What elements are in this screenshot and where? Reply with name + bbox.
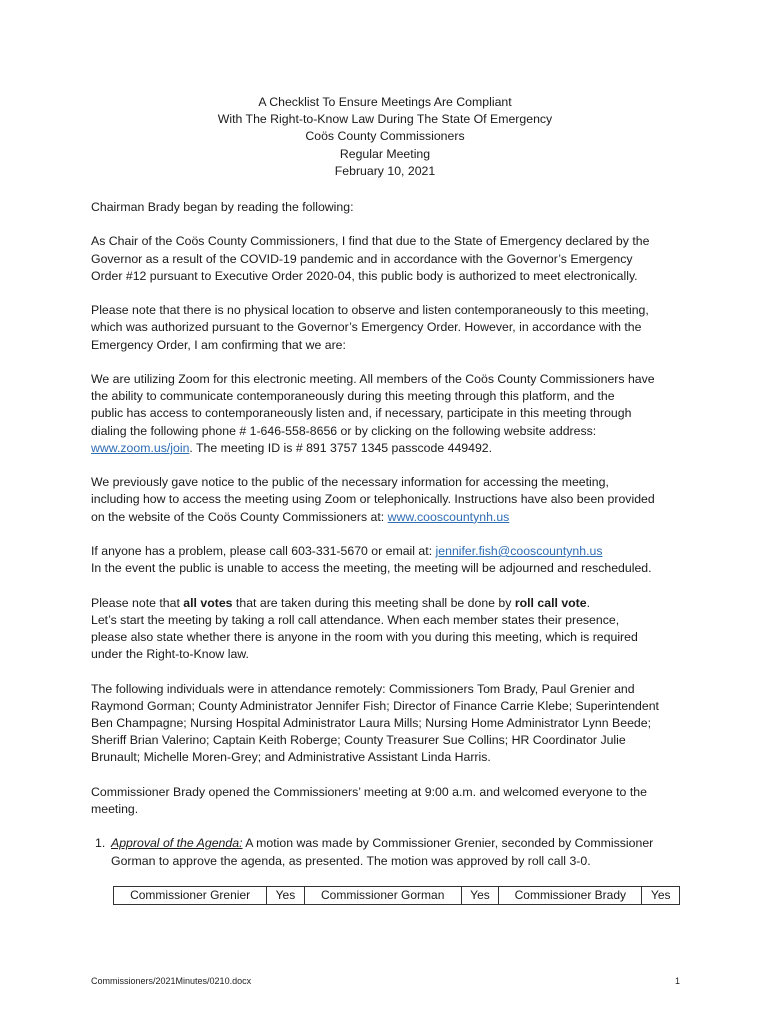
text-line: under the Right-to-Know law. <box>91 647 249 662</box>
document-body <box>91 199 685 870</box>
text-line <box>111 835 685 852</box>
text-line <box>91 509 685 526</box>
text-line: Raymond Gorman; County Administrator Jennifer Fish; Director of Finance Carrie Klebe; Superintendent <box>91 698 659 713</box>
text-segment: If anyone has a problem, please call 603-331-5670 or email at: <box>91 543 436 558</box>
text-line: Commissioner Brady opened the Commissioners’ meeting at 9:00 a.m. and welcomed everyone to the <box>91 784 647 799</box>
vote-value: Yes <box>642 887 680 905</box>
text-segment: on the website of the Coös County Commissioners at: <box>91 509 388 524</box>
voter-name: Commissioner Gorman <box>304 887 461 905</box>
text-line: Sheriff Brian Valerino; Captain Keith Roberge; County Treasurer Sue Collins; HR Coordinator Julie <box>91 733 626 748</box>
paragraph-zoom <box>91 371 685 457</box>
text-line: public has access to contemporaneously listen and, if necessary, participate in this meeting through <box>91 406 632 421</box>
paragraph-roll-call <box>91 595 685 664</box>
vote-value: Yes <box>461 887 499 905</box>
text-segment: that are taken during this meeting shall be done by <box>232 595 515 610</box>
bold-roll-call-vote: roll call vote <box>514 595 587 610</box>
bold-all-votes: all votes <box>183 595 233 610</box>
intro-text: Chairman Brady began by reading the following: <box>91 200 354 214</box>
paragraph-notice <box>91 474 685 526</box>
text-line: Please note that there is no physical location to observe and listen contemporaneously to this meeting, <box>91 303 649 318</box>
paragraph-opening <box>91 784 685 818</box>
page-number: 1 <box>674 976 680 986</box>
text-line: In the event the public is unable to access the meeting, the meeting will be adjourned and rescheduled. <box>91 561 652 576</box>
text-line: Emergency Order, I am confirming that we are: <box>91 337 346 352</box>
text-line: including how to access the meeting using Zoom or telephonically. Instructions have also been provided <box>91 492 655 507</box>
item-number: 1. <box>95 836 106 851</box>
paragraph-emergency <box>91 233 685 285</box>
roll-call-vote-table <box>113 886 680 905</box>
voter-name: Commissioner Brady <box>499 887 642 905</box>
text-line: We are utilizing Zoom for this electronic meeting. All members of the Coös County Commissioners have <box>91 371 655 386</box>
text-line: the ability to communicate contemporaneously during this meeting through this platform, and the <box>91 389 615 404</box>
footer-file-path: Commissioners/2021Minutes/0210.docx <box>91 976 252 986</box>
text-line: Gorman to approve the agenda, as presented. The motion was approved by roll call 3-0. <box>111 853 591 868</box>
title-date: February 10, 2021 <box>334 163 436 178</box>
text-segment: . <box>586 595 591 610</box>
agenda-item-1 <box>91 835 685 869</box>
vote-value: Yes <box>267 887 305 905</box>
document-title <box>0 94 770 180</box>
item-title: Approval of the Agenda: <box>111 836 243 851</box>
text-line: The following individuals were in attendance remotely: Commissioners Tom Brady, Paul Grenier and <box>91 681 635 696</box>
text-line: Brunault; Michelle Moren-Grey; and Administrative Assistant Linda Harris. <box>91 750 491 765</box>
text-line: which was authorized pursuant to the Governor’s Emergency Order. However, in accordance with the <box>91 320 642 335</box>
table-row <box>114 887 680 905</box>
county-website-link[interactable]: www.cooscountynh.us <box>387 509 510 524</box>
text-line: Order #12 pursuant to Executive Order 2020-04, this public body is authorized to meet electronically. <box>91 268 638 283</box>
text-segment: A motion was made by Commissioner Grenier, seconded by Commissioner <box>242 836 654 851</box>
text-line: please also state whether there is anyone in the room with you during this meeting, which is required <box>91 629 638 644</box>
paragraph-contact <box>91 543 685 577</box>
text-line: dialing the following phone # 1-646-558-8656 or by clicking on the following website address: <box>91 423 597 438</box>
text-segment: Please note that <box>91 595 184 610</box>
text-line: Ben Champagne; Nursing Hospital Administrator Laura Mills; Nursing Home Administrator Lynn Beede; <box>91 715 652 730</box>
title-line-2: With The Right-to-Know Law During The State Of Emergency <box>217 112 553 127</box>
title-line-1: A Checklist To Ensure Meetings Are Compliant <box>258 95 512 109</box>
title-line-3: Coös County Commissioners <box>305 129 465 144</box>
title-line-4: Regular Meeting <box>339 146 431 161</box>
text-line <box>91 440 685 457</box>
intro-paragraph <box>91 199 685 216</box>
text-line <box>91 595 685 612</box>
paragraph-attendance <box>91 681 685 767</box>
text-line: As Chair of the Coös County Commissioners, I find that due to the State of Emergency declared by the <box>91 234 650 249</box>
email-link[interactable]: jennifer.fish@cooscountynh.us <box>435 543 603 558</box>
text-line <box>91 543 685 560</box>
text-line: Governor as a result of the COVID-19 pandemic and in accordance with the Governor’s Emergency <box>91 251 633 266</box>
meeting-id-text: . The meeting ID is # 891 3757 1345 passcode 449492. <box>189 440 493 455</box>
zoom-join-link[interactable]: www.zoom.us/join <box>91 440 190 455</box>
text-line: We previously gave notice to the public of the necessary information for accessing the meeting, <box>91 475 609 490</box>
text-line: meeting. <box>91 801 139 816</box>
text-line: Let’s start the meeting by taking a roll call attendance. When each member states their presence, <box>91 612 620 627</box>
paragraph-location <box>91 302 685 354</box>
voter-name: Commissioner Grenier <box>114 887 267 905</box>
